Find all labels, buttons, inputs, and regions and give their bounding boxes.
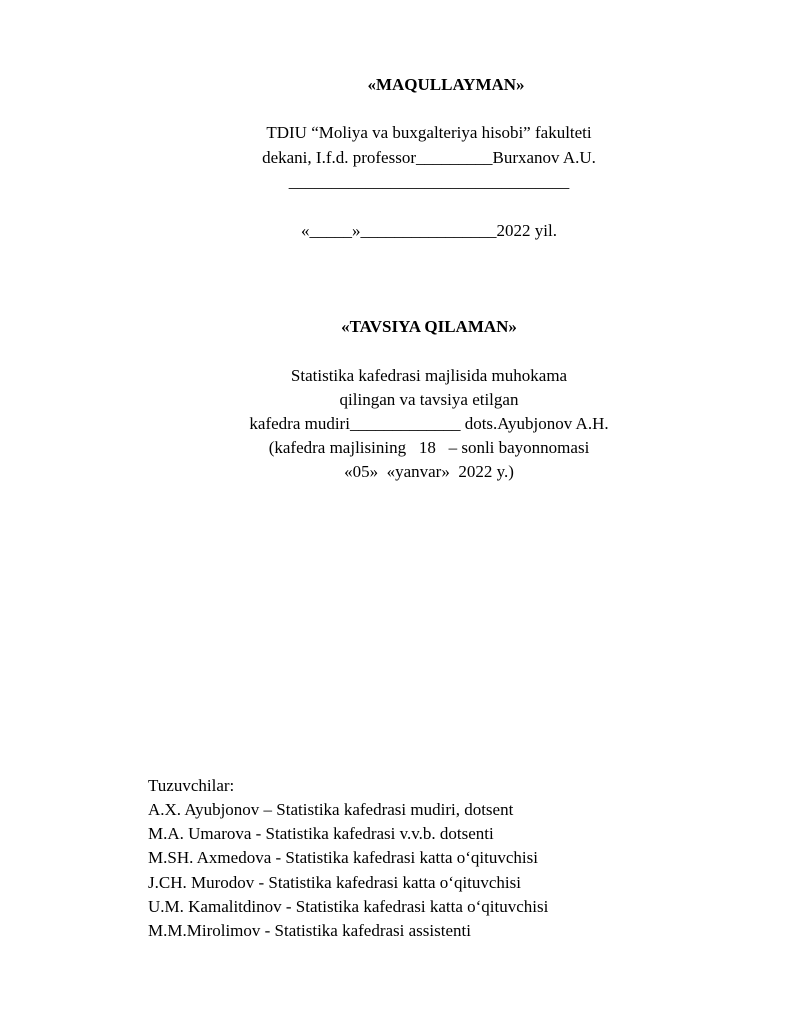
recommend-heading: «TAVSIYA QILAMAN» [341, 317, 517, 336]
approve-date-line: «_____»________________2022 yil. [301, 221, 557, 240]
recommend-line-5: «05» «yanvar» 2022 y.) [344, 462, 514, 481]
author-item: A.X. Ayubjonov – Statistika kafedrasi mudiri, dotsent [148, 800, 514, 819]
author-item: M.A. Umarova - Statistika kafedrasi v.v.b. dotsenti [148, 824, 494, 843]
recommend-line-1: Statistika kafedrasi majlisida muhokama [290, 366, 568, 385]
approve-dean-line: dekani, I.f.d. professor_________Burxanov A.U. [262, 148, 596, 167]
recommend-line-2: qilingan va tavsiya etilgan [339, 390, 519, 409]
author-item: U.M. Kamalitdinov - Statistika kafedrasi katta o‘qituvchisi [148, 897, 549, 916]
approve-faculty-line: TDIU “Moliya va buxgalteriya hisobi” fakulteti [266, 123, 592, 142]
author-item: J.CH. Murodov - Statistika kafedrasi katta o‘qituvchisi [148, 873, 521, 892]
recommend-line-4: (kafedra majlisining 18 – sonli bayonnomasi [268, 438, 590, 457]
approve-signature-line: _________________________________ [288, 172, 570, 191]
authors-title: Tuzuvchilar: [148, 776, 235, 795]
recommend-line-3: kafedra mudiri_____________ dots.Ayubjonov A.H. [249, 414, 609, 433]
author-item: M.SH. Axmedova - Statistika kafedrasi katta o‘qituvchisi [148, 848, 538, 867]
author-item: M.M.Mirolimov - Statistika kafedrasi assistenti [148, 921, 471, 940]
approve-heading: «MAQULLAYMAN» [367, 75, 525, 94]
